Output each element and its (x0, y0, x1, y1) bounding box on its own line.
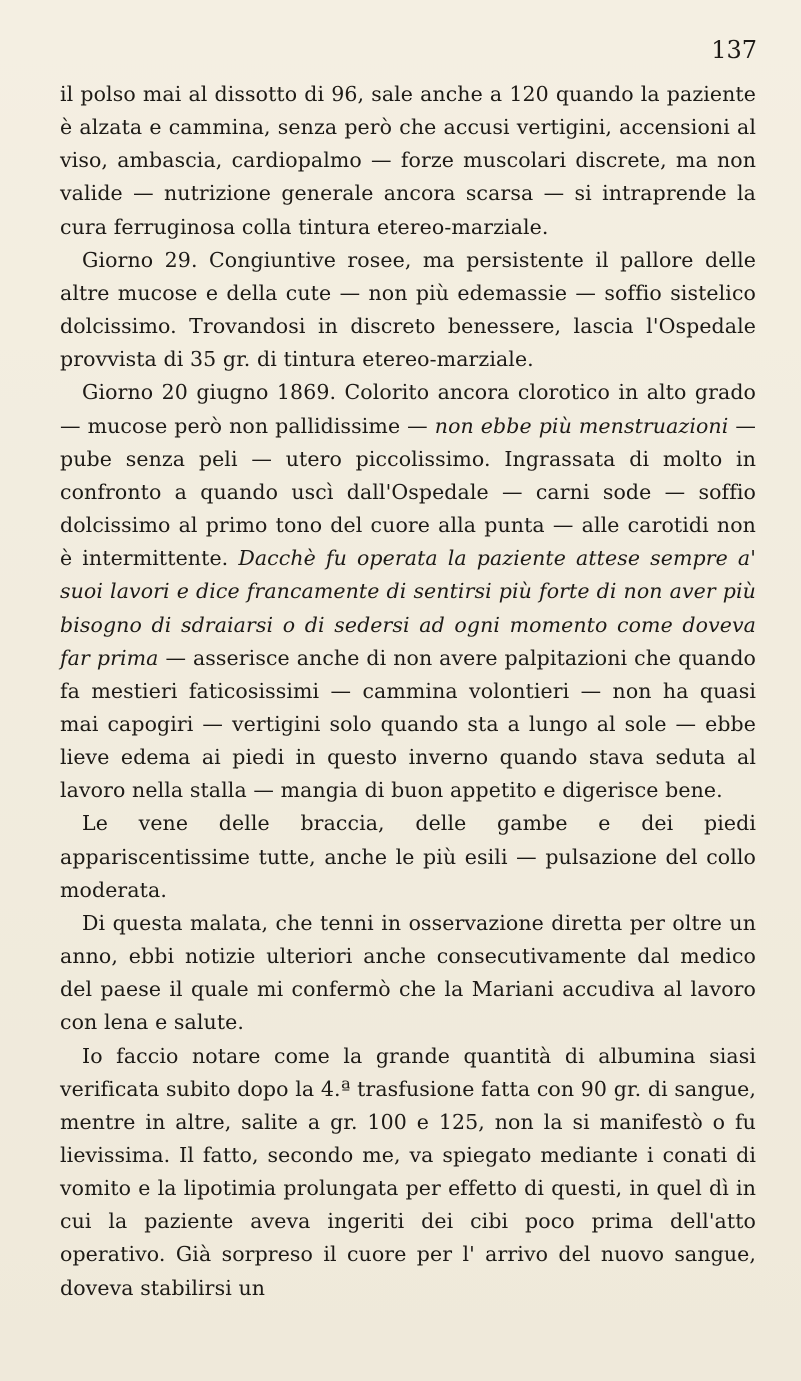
paragraph (60, 907, 756, 1040)
paragraph (60, 807, 756, 906)
text-run: Giorno 20 giugno 1869. Colorito ancora clorotico in alto grado — mucose però non pallidissime — (60, 380, 756, 438)
body-text (60, 78, 756, 1305)
paragraph (60, 244, 756, 377)
italic-run: non ebbe più menstruazioni (434, 413, 729, 438)
paragraph (60, 78, 756, 244)
paragraph (60, 1040, 756, 1305)
text-run: Di questa malata, che tenni in osservazione diretta per oltre un anno, ebbi notizie ulteriori anche consecutivamente dal medico del paese il quale mi confermò che la Mariani accudiva al lavoro con lena e salute. (60, 910, 756, 1035)
text-run: il polso mai al dissotto di 96, sale anche a 120 quando la paziente è alzata e cammina, senza però che accusi vertigini, accensioni al viso, ambascia, cardiopalmo — forze muscolari discrete, ma non valide — nutrizione generale ancora scarsa — si intraprende la cura ferruginosa colla tintura etereo-marziale. (60, 82, 756, 239)
text-run: Le vene delle braccia, delle gambe e dei piedi appariscentissime tutte, anche le più esili — pulsazione del collo moderata. (60, 811, 756, 902)
text-run: — pube senza peli — utero piccolissimo. Ingrassata di molto in confronto a quando uscì dall'Ospedale — carni sode — soffio dolcissimo al primo tono del cuore alla punta — alle carotidi non è intermittente. (60, 413, 756, 571)
paragraph (60, 376, 756, 807)
italic-run: Dacchè fu operata la paziente attese sempre a' suoi lavori e dice francamente di sentirsi più forte di non aver più bisogno di sdraiarsi o di sedersi ad ogni momento come doveva far prima (60, 546, 756, 670)
text-run: Io faccio notare come la grande quantità di albumina siasi verificata subito dopo la 4.ª trasfusione fatta con 90 gr. di sangue, mentre in altre, salite a gr. 100 e 125, non la si manifestò o fu lievissima. Il fatto, secondo me, va spiegato mediante i conati di vomito e la lipotimia prolungata per effetto di questi, in quel dì in cui la paziente aveva ingeriti dei cibi poco prima dell'atto operativo. Già sorpreso il cuore per l' arrivo del nuovo sangue, doveva stabilirsi un (60, 1043, 756, 1300)
text-run: — asserisce anche di non avere palpitazioni che quando fa mestieri faticosissimi — cammina volontieri — non ha quasi mai capogiri — vertigini solo quando sta a lungo al sole — ebbe lieve edema ai piedi in questo inverno quando stava seduta al lavoro nella stalla — mangia di buon appetito e digerisce bene. (60, 645, 756, 803)
page-number: 137 (711, 36, 757, 64)
text-run: Giorno 29. Congiuntive rosee, ma persistente il pallore delle altre mucose e della cute — non più edemassie — soffio sistelico dolcissimo. Trovandosi in discreto benessere, lascia l'Ospedale provvista di 35 gr. di tintura etereo-marziale. (60, 247, 756, 372)
